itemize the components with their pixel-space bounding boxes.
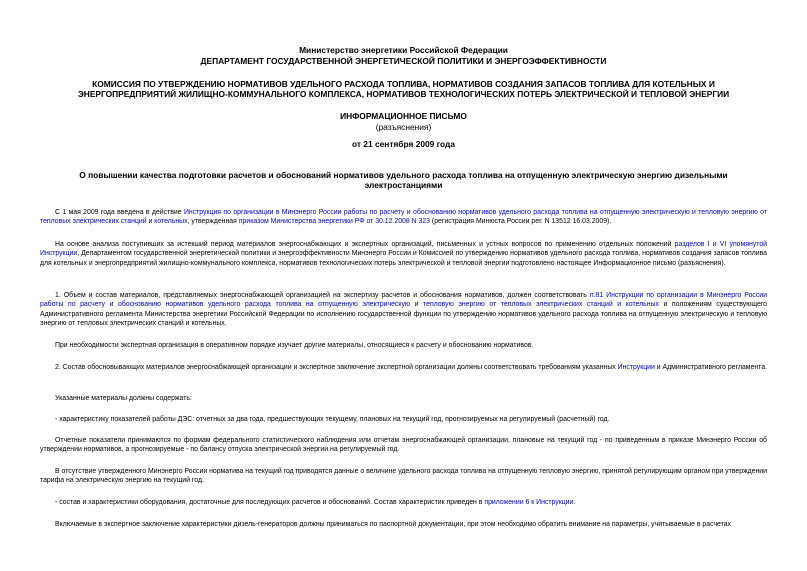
commission-title-line2: ЭНЕРГОПРЕДПРИЯТИЙ ЖИЛИЩНО-КОММУНАЛЬНОГО КОМПЛЕКСА, НОРМАТИВОВ ТЕХНОЛОГИЧЕСКИХ ПОТЕРЬ ЭЛЕКТРИЧЕСКОЙ И ТЕПЛОВОЙ ЭНЕРГИИ: [77, 89, 730, 99]
paragraph-3: [40, 291, 767, 329]
paragraph-11: [40, 520, 767, 529]
p1-text-a: С 1 мая 2009 года введена в действие: [55, 209, 184, 216]
subject-line1: О повышении качества подготовки расчетов и обоснований нормативов удельного расхода топлива на отпущенную электрическую энергию дизельными: [79, 170, 728, 180]
p9-text: В отсутствие утвержденного Минэнерго России норматива на текущий год приводятся данные о величине удельного расхода топлива на отпущенную тепловую энергию, принятой регулирующим органом при утверждении тарифа на электрическую энергию на текущий год.: [40, 468, 767, 485]
p5-text-b: и Административного регламента.: [654, 364, 767, 371]
paragraph-10: [40, 498, 767, 507]
p11-text: Включаемые в экспертное заключение характеристики дизель-генераторов должны приниматься по паспортной документации, при этом необходимо обратить внимание на параметры, учитываемые в расчетах: [55, 521, 732, 528]
doc-date: от 21 сентября 2009 года: [351, 139, 456, 149]
paragraph-7: [40, 415, 767, 424]
ministry-title: Министерство энергетики Российской Федерации: [299, 45, 508, 55]
commission-title-line1: КОМИССИЯ ПО УТВЕРЖДЕНИЮ НОРМАТИВОВ УДЕЛЬНОГО РАСХОДА ТОПЛИВА, НОРМАТИВОВ СОЗДАНИЯ ЗАПАСОВ ТОПЛИВА ДЛЯ КОТЕЛЬНЫХ И: [92, 79, 715, 89]
p8-text: Отчетные показатели принимаются по формам федерального статистического наблюдения или отчетам энергоснабжающей организации, плановые на текущий год - по приведенным в приказе Минэнерго России об утверждении нормативов, а прогнозируемые - по балансу отпуска электрической энергии на регулируемый год.: [40, 437, 767, 454]
p7-text: - характеристику показателей работы ДЭС: отчетных за два года, предшествующих текущему, плановых на текущий год, прогнозируемых на регулируемый (расчетный) год.: [55, 416, 610, 423]
sections-link[interactable]: разделов I и VI упомянутой Инструкции: [40, 241, 767, 258]
p2-text-b: , Департаментом государственной энергетической политики и энергоэффективности Минэнерго России и Комиссией по утверждению нормативов удельного расхода топлива, нормативов создания запасов топлива для котельных и энергопредприятий жилищно-коммунального комплекса, нормативов технологических потерь электрической и тепловой энергии подготовлено настоящее Информационное письмо (разъяснения).: [40, 250, 767, 267]
paragraph-5: [40, 363, 767, 372]
p3-text-b: и положениям существующего Административного регламента Министерства энергетики Российской Федерации по исполнению государственной функции по утверждению нормативов удельного расхода топлива на отпущенную электрическую и тепловую энергию от тепловых электрических станций и котельных.: [40, 301, 767, 328]
paragraph-6: [40, 394, 767, 403]
paragraph-8: [40, 436, 767, 455]
appendix-6-link[interactable]: приложении 6 к Инструкции: [484, 499, 574, 506]
p10-text-a: - состав и характеристики оборудования, достаточные для последующих расчетов и обоснований. Состав характеристик приведен в: [55, 499, 485, 506]
p6-text: Указанные материалы должны содержать:: [55, 395, 192, 402]
p2-text-a: На основе анализа поступивших за истекший период материалов энергоснабжающих и экспертных организаций, письменных и устных вопросов по применению отдельных положений: [55, 241, 675, 248]
subject-line2: электростанциями: [364, 180, 443, 190]
p10-text-b: .: [573, 499, 576, 506]
paragraph-1: [40, 208, 767, 227]
p1-text-c: (регистрация Минюста России рег. N 13512 16.03.2009).: [430, 218, 612, 226]
department-title: ДЕПАРТАМЕНТ ГОСУДАРСТВЕННОЙ ЭНЕРГЕТИЧЕСКОЙ ПОЛИТИКИ И ЭНЕРГОЭФФЕКТИВНОСТИ: [200, 56, 607, 66]
instruction-link[interactable]: Инструкция по организации в Минэнерго России работы по расчету и обоснованию нормативов удельного расхода топлива на отпущенную электрическую и тепловую энергию от тепловых электрических станций и котельных: [40, 209, 767, 226]
paragraph-2: [40, 240, 767, 268]
p5-text-a: 2. Состав обосновывающих материалов энергоснабжающей организации и экспертное заключение экспертной организации должны соответствовать требованиям указанных: [55, 364, 618, 371]
doc-subtype: (разъяснения): [375, 122, 432, 132]
paragraph-9: [40, 467, 767, 486]
instruction-ref-link[interactable]: Инструкции: [617, 364, 655, 371]
paragraph-4: [40, 341, 767, 350]
p1-text-b: , утвержденная: [187, 218, 239, 226]
p3-text-a: 1. Объем и состав материалов, представляемых энергоснабжающей организацией на экспертизу расчетов и обоснования нормативов, должен соответствовать: [55, 292, 590, 299]
clause-81-link[interactable]: п.81 Инструкции по организации в Минэнерго России работы по расчету и обоснованию нормативов удельного расхода топлива на отпущенную электрическую и тепловую энергию от тепловых электрических станций и котельных: [40, 292, 767, 309]
order-link[interactable]: приказом Министерства энергетики РФ от 30.12.2008 N 323: [238, 218, 430, 226]
p4-text: При необходимости экспертная организация в оперативном порядке изучает другие материалы, относящиеся к расчету и обоснованию нормативов.: [55, 342, 534, 349]
doc-type: ИНФОРМАЦИОННОЕ ПИСЬМО: [340, 111, 467, 121]
